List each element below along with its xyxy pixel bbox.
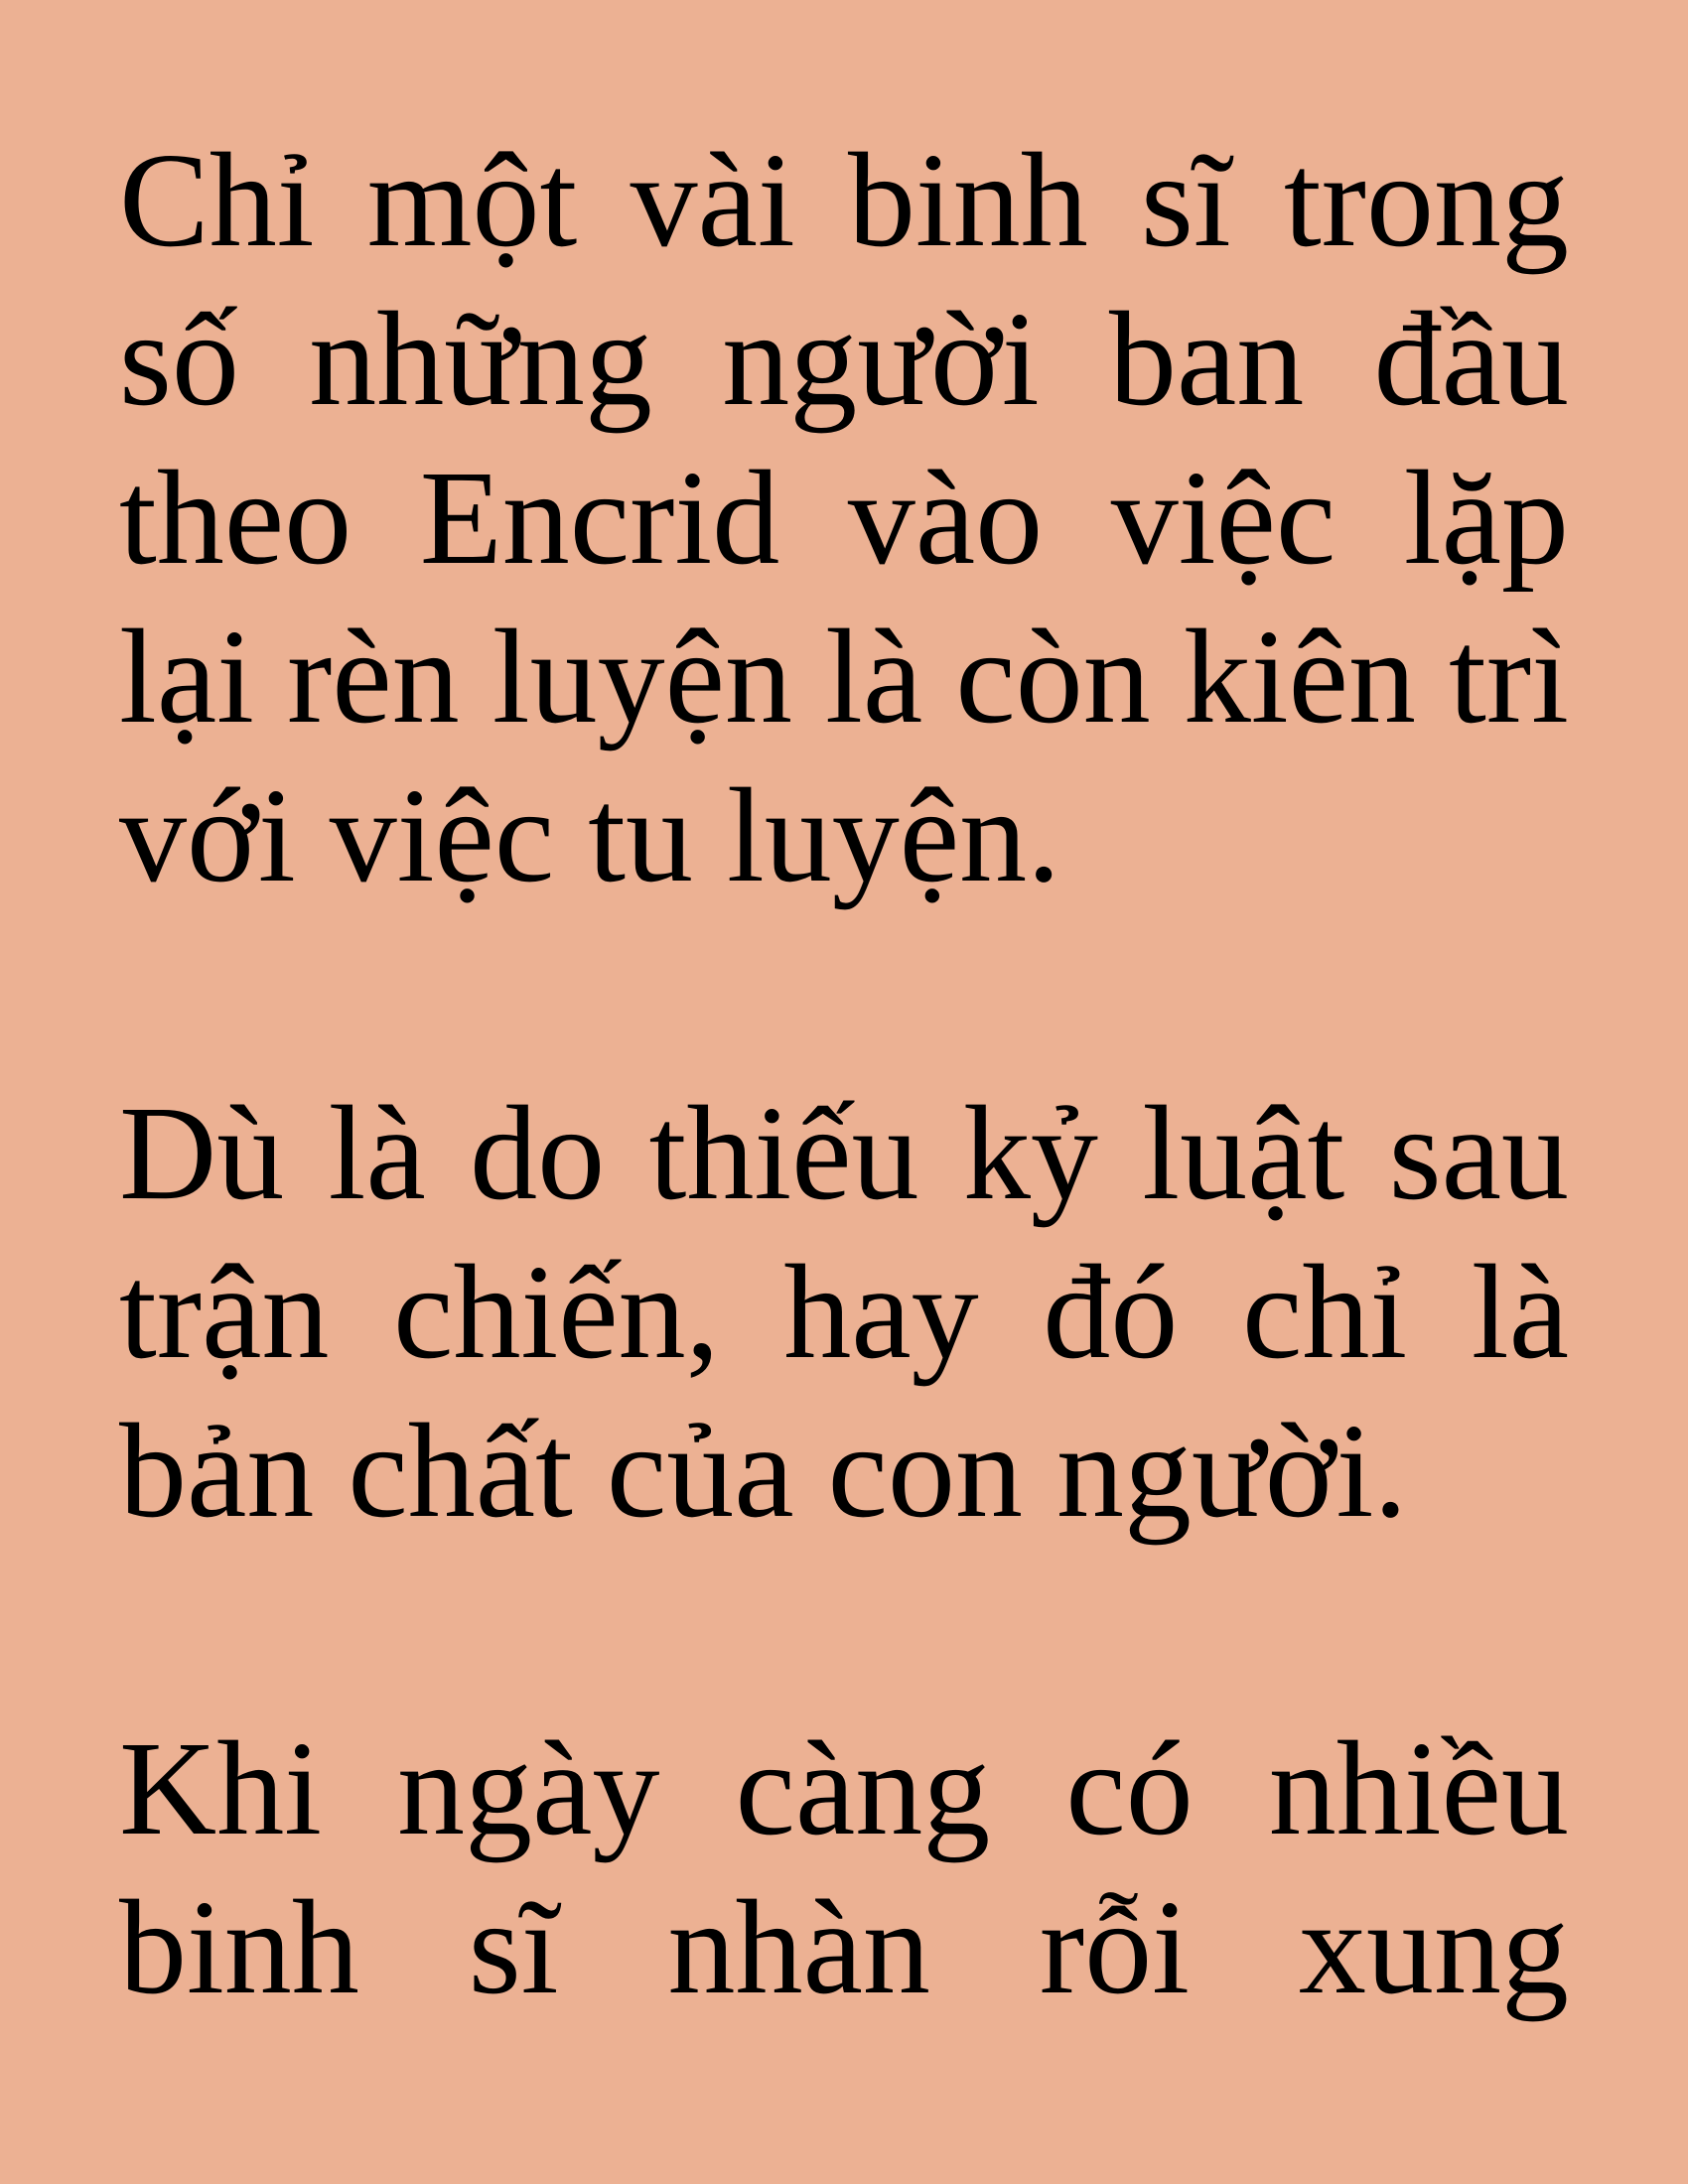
word: là: [825, 603, 923, 751]
word: chỉ: [1242, 1238, 1408, 1387]
text-line: [119, 1709, 1569, 1868]
text-line: [119, 280, 1569, 439]
paragraph: [119, 121, 1569, 915]
paragraph: [119, 1709, 1569, 2027]
word: có: [1065, 1714, 1194, 1863]
word: thiếu: [648, 1079, 919, 1228]
word: người: [722, 285, 1040, 434]
word: luật: [1142, 1079, 1345, 1228]
word: lặp: [1403, 444, 1569, 593]
word: theo: [119, 444, 352, 593]
text-line: bản chất của con người.: [119, 1397, 1408, 1546]
word: còn: [955, 603, 1151, 751]
word: do: [470, 1079, 606, 1228]
word: trong: [1283, 126, 1569, 275]
word: Chỉ: [119, 126, 315, 275]
word: xung: [1298, 1873, 1569, 2022]
word: ban: [1108, 285, 1305, 434]
word: Encrid: [419, 444, 780, 593]
word: việc: [1110, 444, 1336, 593]
word: số: [119, 285, 239, 434]
word: một: [366, 126, 578, 275]
word: rỗi: [1039, 1873, 1190, 2022]
text-line: với việc tu luyện.: [119, 761, 1061, 910]
text-line: [119, 439, 1569, 598]
word: là: [328, 1079, 426, 1228]
word: vào: [847, 444, 1044, 593]
word: luyện: [492, 603, 792, 751]
word: đầu: [1373, 285, 1569, 434]
word: binh: [119, 1873, 359, 2022]
word: nhiều: [1268, 1714, 1569, 1863]
word: ngày: [397, 1714, 660, 1863]
word: đó: [1043, 1238, 1179, 1387]
word: kỷ: [962, 1079, 1098, 1228]
word: là: [1471, 1238, 1569, 1387]
text-line: [119, 1868, 1569, 2027]
text-line: [119, 1074, 1569, 1233]
word: càng: [735, 1714, 991, 1863]
word: trì: [1449, 603, 1569, 751]
word: nhàn: [667, 1873, 930, 2022]
word: những: [309, 285, 652, 434]
text-line: [119, 121, 1569, 280]
word: kiên: [1183, 603, 1416, 751]
word: sĩ: [1140, 126, 1231, 275]
word: hay: [783, 1238, 979, 1387]
word: vài: [630, 126, 795, 275]
word: lại: [119, 603, 254, 751]
word: binh: [847, 126, 1088, 275]
word: sau: [1388, 1079, 1569, 1228]
word: trận: [119, 1238, 330, 1387]
word: Khi: [119, 1714, 322, 1863]
text-line: [119, 1233, 1569, 1392]
word: Dù: [119, 1079, 285, 1228]
paragraph: [119, 1074, 1569, 1551]
word: rèn: [287, 603, 460, 751]
text-line: [119, 598, 1569, 756]
word: sĩ: [468, 1873, 559, 2022]
word: chiến,: [393, 1238, 720, 1387]
